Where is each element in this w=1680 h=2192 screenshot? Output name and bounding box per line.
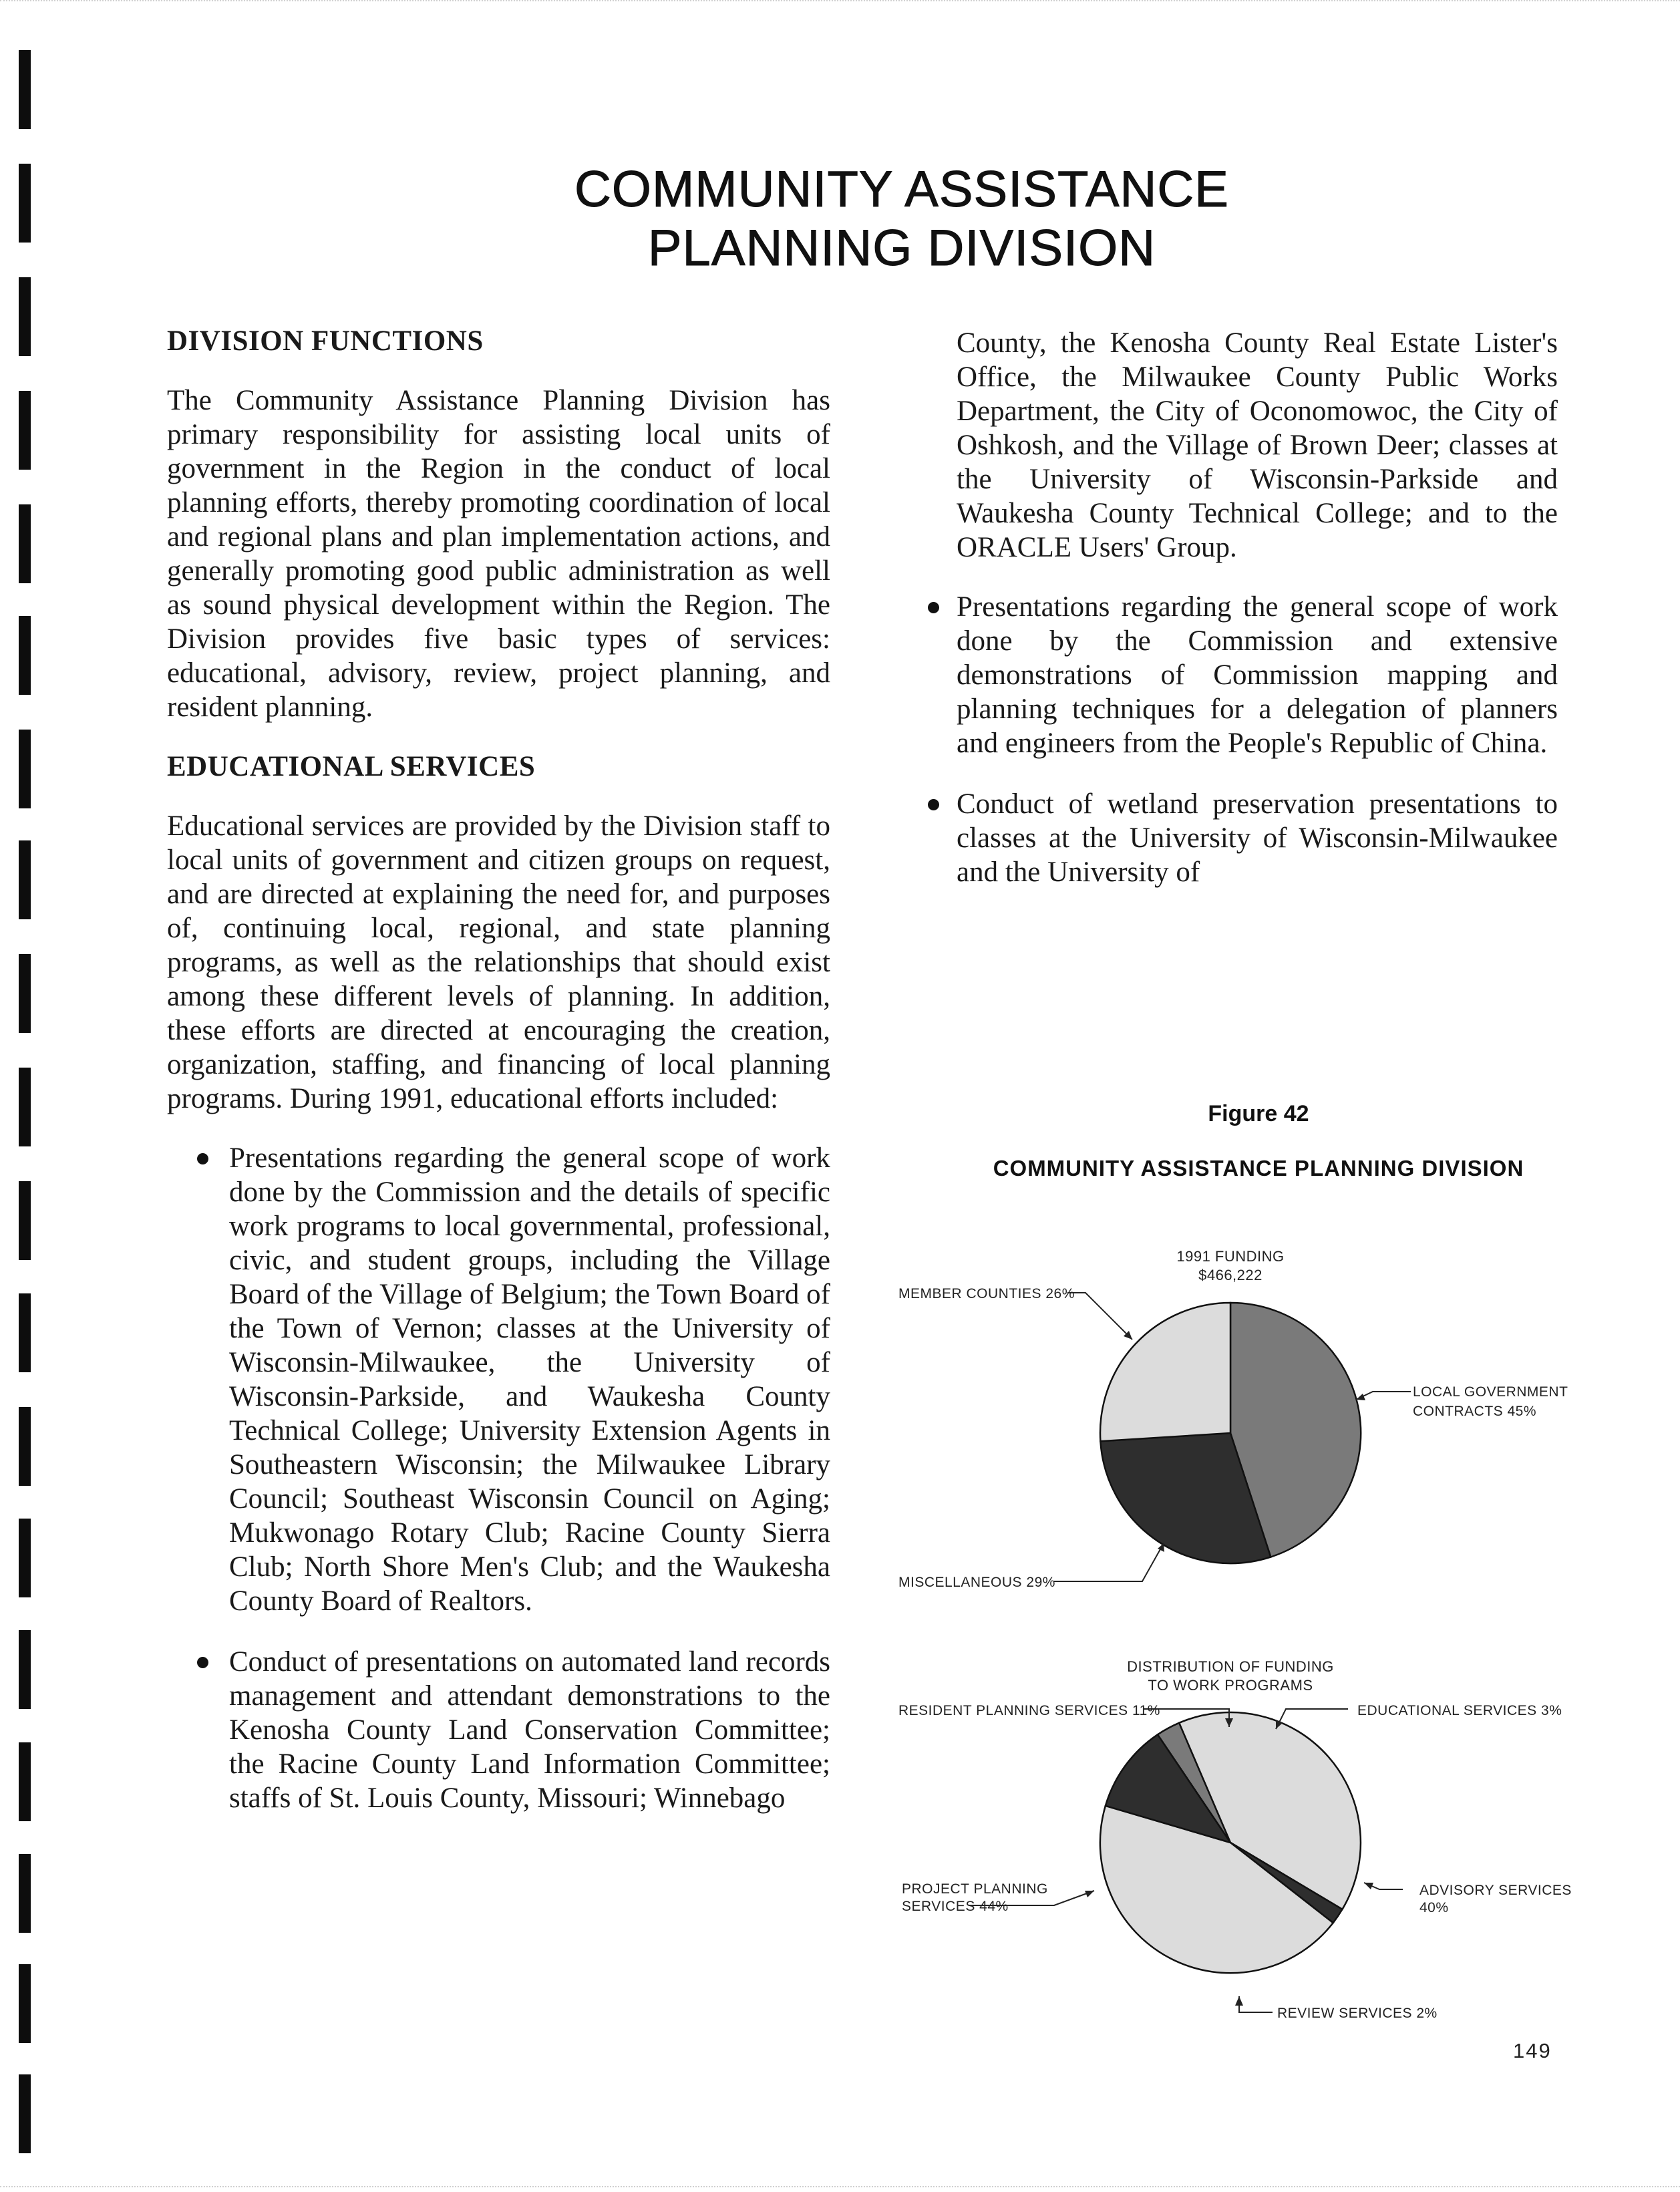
list-item-text: Presentations regarding the general scope of work done by the Commission and the details of specific work programs to local governmental, professional, civic, and student groups, including the Village Board of the Village of Belgium; the Town Board of the Town of Vernon; classes at the University of Wisconsin-Milwaukee, the University of Wisconsin-Parkside, and Waukesha County Technical College; University Extension Agents in Southeastern Wisconsin; the Milwaukee Library Council; Southeast Wisconsin Council on Aging; Mukwonago Rotary Club; Racine County Sierra Club; North Shore Men's Club; and the Waukesha County Board of Realtors. bbox=[229, 1142, 830, 1617]
binding-hole bbox=[19, 164, 31, 243]
pie2-title: DISTRIBUTION OF FUNDING bbox=[1127, 1658, 1334, 1675]
binding-hole bbox=[19, 1854, 31, 1933]
binding-hole bbox=[19, 1293, 31, 1372]
list-item bbox=[167, 1645, 830, 1815]
binding-hole bbox=[19, 1964, 31, 2043]
title-line-2: PLANNING DIVISION bbox=[647, 220, 1156, 277]
bullet-icon bbox=[197, 1153, 208, 1164]
bottom-scan-edge bbox=[0, 2186, 1680, 2187]
educational-services-paragraph: Educational services are provided by the Division staff to local units of government and citizen groups on request, and are directed at explaining the need for, and purposes of, continuing local, regional, and state planning programs, as well as the relationships that should exist among these different levels of planning. In addition, these efforts are directed at encouraging the creation, organization, staffing, and financing of local planning programs. During 1991, educational efforts included: bbox=[167, 810, 830, 1114]
pie1-label-member: MEMBER COUNTIES 26% bbox=[898, 1286, 1075, 1301]
page-number: 149 bbox=[1513, 2039, 1552, 2062]
pie1-leader-member bbox=[1067, 1293, 1132, 1340]
pie2-arrow-advisory bbox=[1364, 1883, 1373, 1889]
pie2-subtitle: TO WORK PROGRAMS bbox=[1148, 1677, 1313, 1694]
pie2-arrow-review bbox=[1235, 1996, 1243, 2006]
continuation-paragraph: County, the Kenosha County Real Estate Lister's Office, the Milwaukee County Public Works Department, the City of Oconomowoc, the City of Oshkosh, and the Village of Brown Deer; classes at the University of Wisconsin-Parkside and Waukesha County Technical College; and to the ORACLE Users' Group. bbox=[957, 327, 1558, 563]
pie1-arrow-local bbox=[1356, 1394, 1365, 1400]
title-line-1: COMMUNITY ASSISTANCE bbox=[574, 161, 1229, 218]
pie1-title: 1991 FUNDING bbox=[1176, 1248, 1285, 1265]
figure-number: Figure 42 bbox=[1208, 1101, 1309, 1126]
binding-hole bbox=[19, 391, 31, 470]
pie1-label-local-2: CONTRACTS 45% bbox=[1413, 1404, 1537, 1419]
pie2-label-resident: RESIDENT PLANNING SERVICES 11% bbox=[898, 1703, 1160, 1718]
binding-hole bbox=[19, 840, 31, 919]
top-scan-edge bbox=[0, 0, 1680, 3]
binding-hole bbox=[19, 1181, 31, 1260]
binding-hole bbox=[19, 954, 31, 1033]
binding-hole bbox=[19, 504, 31, 583]
binding-hole bbox=[19, 277, 31, 356]
list-item-text: Presentations regarding the general scope of work done by the Commission and extensive demonstrations of Commission mapping and planning techniques for a delegation of planners and engineers from the People's Republic of China. bbox=[957, 591, 1558, 759]
bullet-icon bbox=[928, 799, 939, 810]
pie1-slice-2 bbox=[1100, 1303, 1230, 1441]
binding-hole bbox=[19, 1742, 31, 1821]
pie2-label-educational: EDUCATIONAL SERVICES 3% bbox=[1357, 1703, 1562, 1718]
educational-efforts-list-continued bbox=[957, 590, 1558, 889]
funding-pie-charts bbox=[882, 1229, 1637, 2031]
binding-hole bbox=[19, 616, 31, 695]
binding-holes bbox=[12, 0, 39, 2192]
distribution-pie-chart bbox=[898, 1658, 1572, 2021]
pie2-label-project-2: SERVICES 44% bbox=[902, 1899, 1009, 1914]
bullet-icon bbox=[197, 1657, 208, 1668]
right-column bbox=[957, 326, 1558, 916]
educational-efforts-list bbox=[167, 1141, 830, 1815]
educational-services-heading: EDUCATIONAL SERVICES bbox=[167, 751, 536, 782]
list-item bbox=[957, 787, 1558, 889]
pie1-label-misc: MISCELLANEOUS 29% bbox=[898, 1575, 1055, 1590]
binding-hole bbox=[19, 1630, 31, 1709]
binding-hole bbox=[19, 1407, 31, 1486]
list-item-text: Conduct of presentations on automated land records management and attendant demonstrations to the Kenosha County Land Conservation Committee; the Racine County Land Information Committee; staffs of St. Louis County, Missouri; Winnebago bbox=[229, 1646, 830, 1814]
pie1-label-local-1: LOCAL GOVERNMENT bbox=[1413, 1384, 1568, 1400]
pie2-leader-review bbox=[1239, 1996, 1273, 2012]
pie1-arrow-misc bbox=[1158, 1543, 1164, 1552]
pie2-label-advisory-2: 40% bbox=[1419, 1900, 1449, 1915]
pie1-leader-misc bbox=[1054, 1543, 1164, 1581]
pie2-label-project-1: PROJECT PLANNING bbox=[902, 1881, 1048, 1897]
pie2-label-review: REVIEW SERVICES 2% bbox=[1277, 2006, 1438, 2021]
list-item bbox=[957, 590, 1558, 760]
bullet-icon bbox=[928, 602, 939, 613]
figure-title: COMMUNITY ASSISTANCE PLANNING DIVISION bbox=[993, 1156, 1524, 1181]
page-title bbox=[167, 160, 1637, 278]
binding-hole bbox=[19, 2074, 31, 2153]
binding-hole bbox=[19, 730, 31, 808]
pie2-label-advisory-1: ADVISORY SERVICES bbox=[1419, 1883, 1572, 1898]
funding-pie-chart bbox=[898, 1248, 1568, 1590]
pie2-arrow-project bbox=[1085, 1891, 1094, 1897]
left-column bbox=[167, 324, 830, 1842]
pie1-subtitle: $466,222 bbox=[1198, 1267, 1263, 1283]
binding-hole bbox=[19, 1068, 31, 1146]
binding-hole bbox=[19, 1519, 31, 1597]
division-functions-heading: DIVISION FUNCTIONS bbox=[167, 325, 484, 357]
binding-hole bbox=[19, 50, 31, 129]
list-item bbox=[167, 1141, 830, 1618]
list-item-text: Conduct of wetland preservation presentations to classes at the University of Wisconsin-Milwaukee and the University of bbox=[957, 788, 1558, 888]
division-functions-paragraph: The Community Assistance Planning Division has primary responsibility for assisting local units of government in the Region in the conduct of local planning efforts, thereby promoting coordination of local and regional plans and plan implementation actions, and generally promoting good public administration as well as sound physical development within the Region. The Division provides five basic types of services: educational, advisory, review, project planning, and resident planning. bbox=[167, 385, 830, 723]
